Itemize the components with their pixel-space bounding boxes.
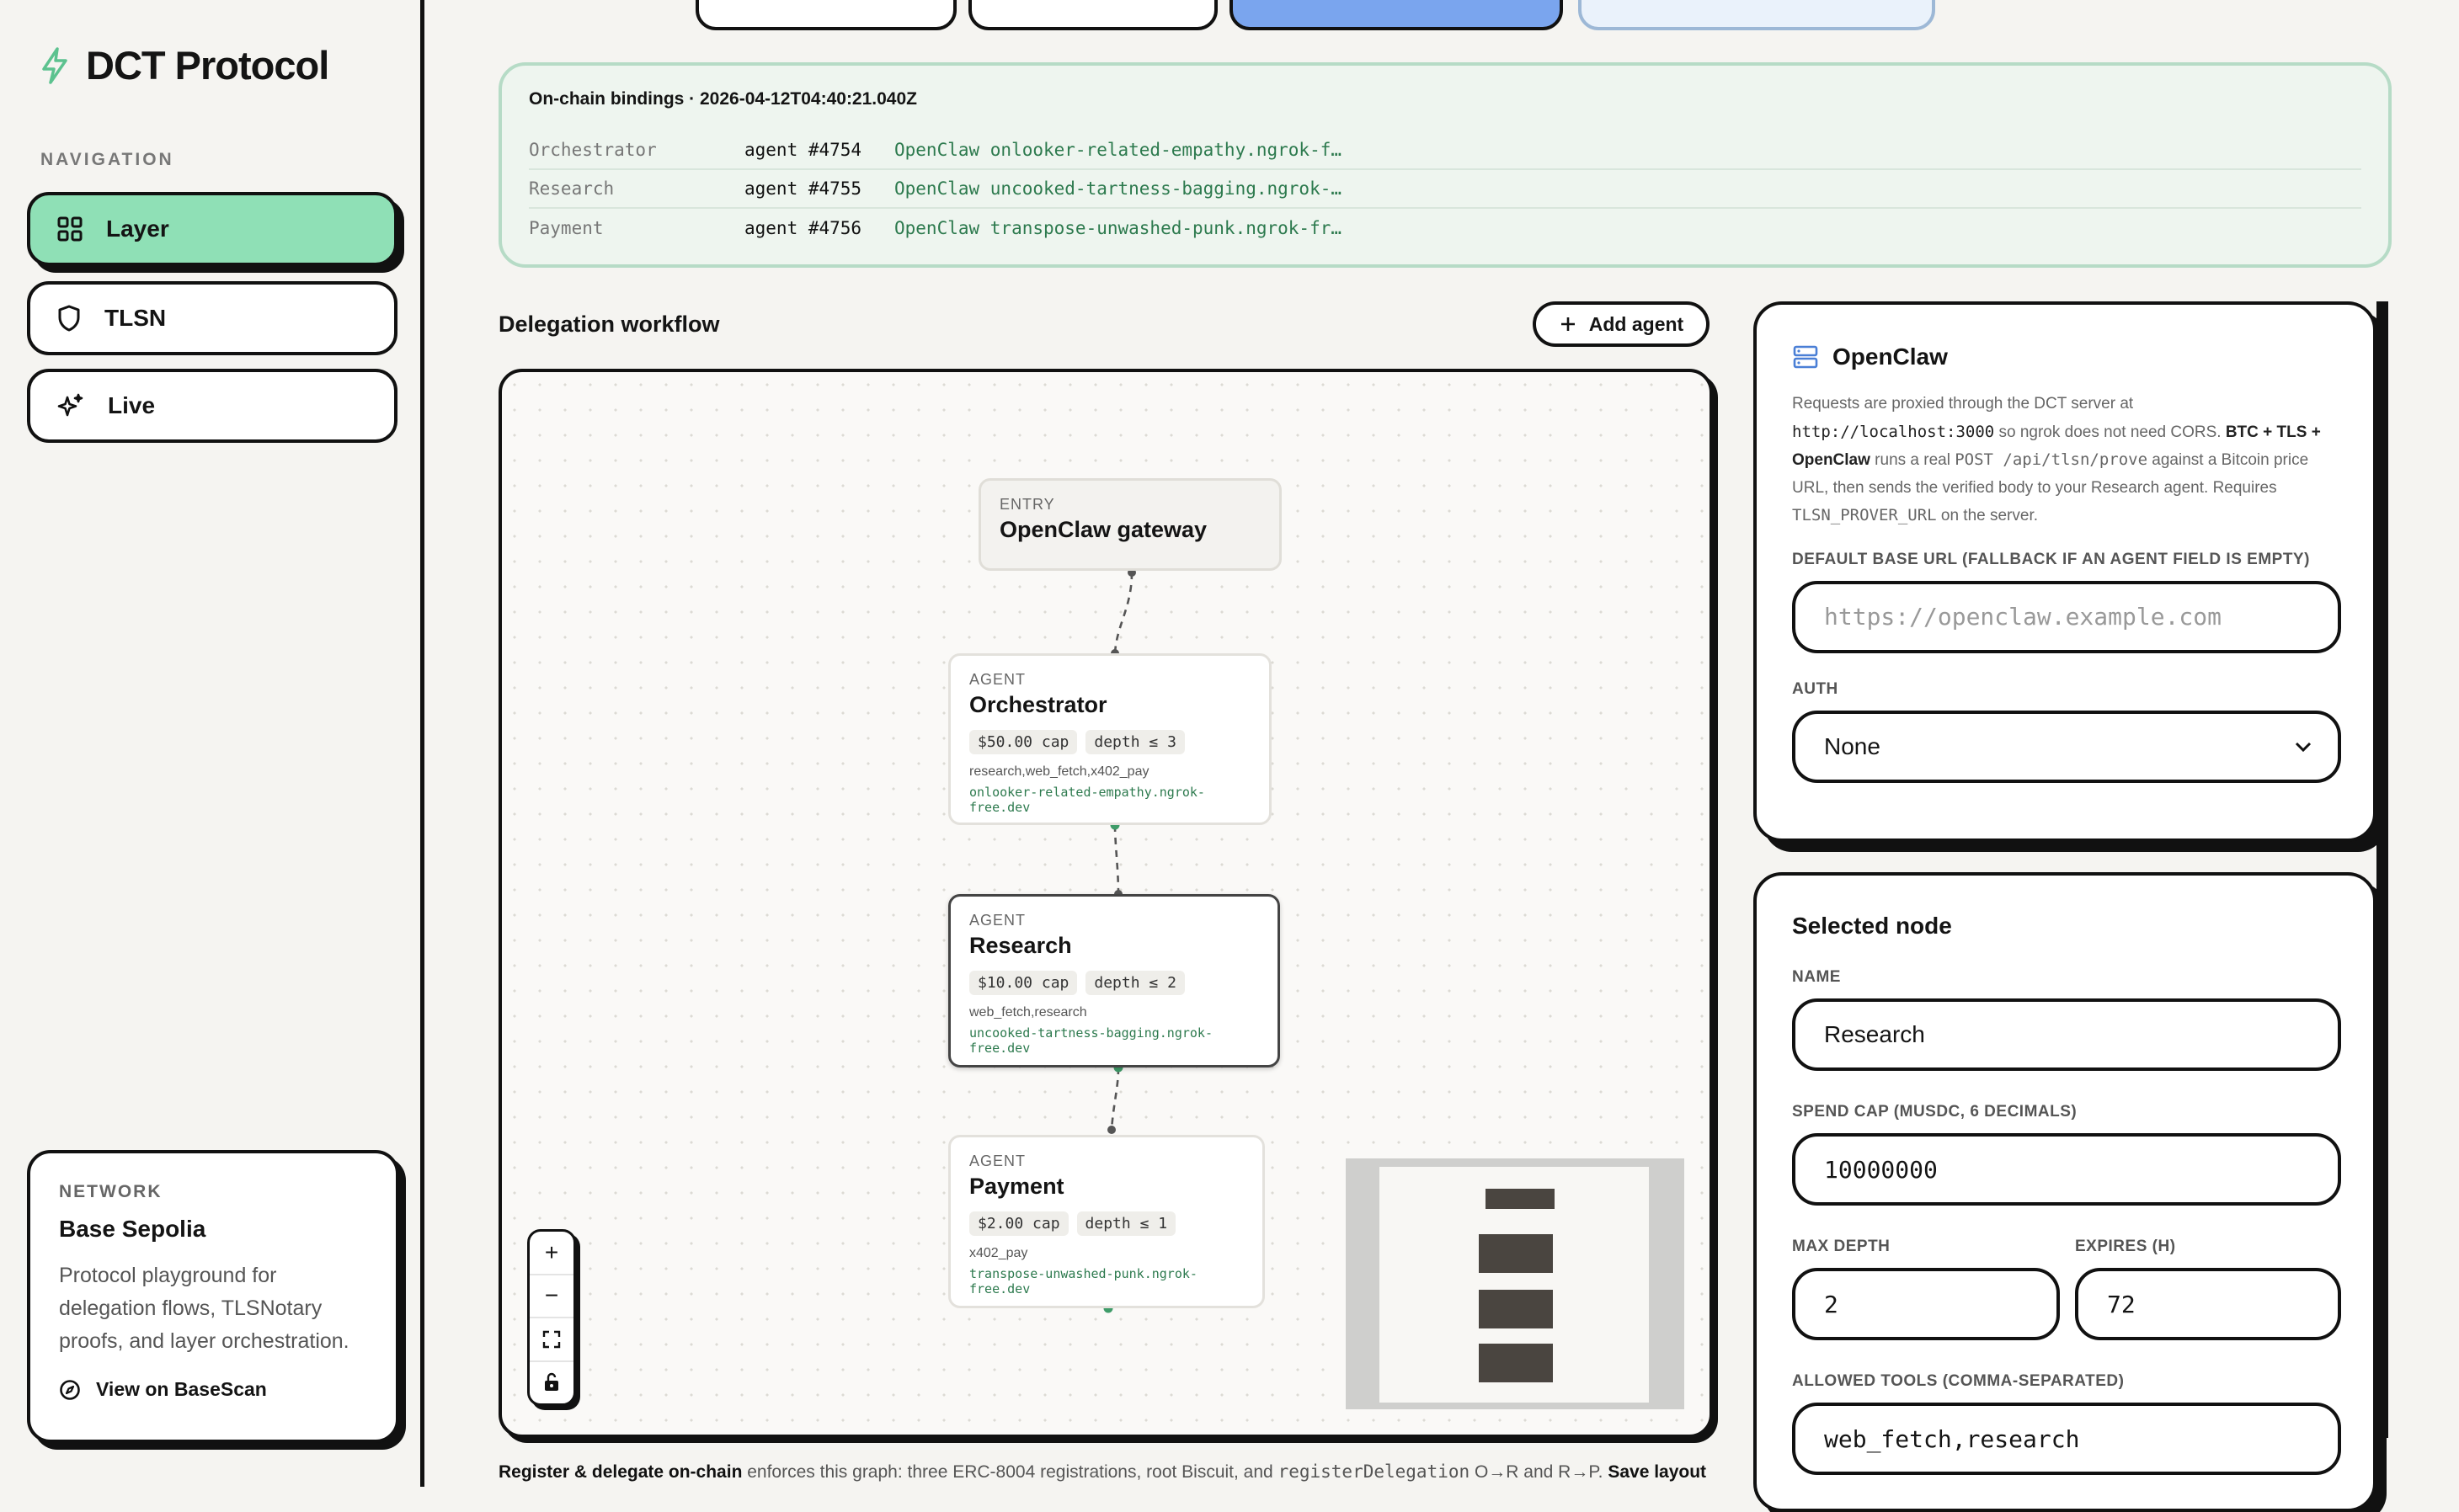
node-tools: web_fetch,research <box>969 1005 1087 1020</box>
minimap-node <box>1486 1189 1555 1209</box>
app-logo[interactable] <box>40 42 328 88</box>
name-label: NAME <box>1792 968 1841 986</box>
openclaw-panel <box>1753 301 2376 842</box>
workflow-footnote <box>499 1461 1706 1483</box>
auth-select[interactable] <box>1792 711 2341 783</box>
allowed-tools-label: ALLOWED TOOLS (COMMA-SEPARATED) <box>1792 1372 2125 1390</box>
agent-node-research[interactable] <box>948 894 1280 1067</box>
lock-button[interactable] <box>530 1362 573 1404</box>
base-url-input[interactable] <box>1792 581 2341 653</box>
base-url-placeholder: https://openclaw.example.com <box>1824 603 2222 631</box>
sparkles-icon <box>57 392 84 419</box>
sidebar-item-label: Layer <box>106 216 169 242</box>
network-label: NETWORK <box>59 1182 163 1201</box>
binding-target: OpenClaw transpose-unwashed-punk.ngrok-fr… <box>894 218 1342 238</box>
agent-node-orchestrator[interactable] <box>948 653 1272 825</box>
desc-text: Requests are proxied through the DCT server at <box>1792 395 2134 413</box>
depth-badge: depth ≤ 1 <box>1077 1211 1176 1236</box>
expires-input[interactable]: 72 <box>2075 1268 2341 1340</box>
workflow-canvas[interactable] <box>499 369 1713 1438</box>
binding-agent: agent #4754 <box>744 140 862 160</box>
binding-row <box>529 170 2361 209</box>
workflow-title: Delegation workflow <box>499 311 720 337</box>
zoom-out-button[interactable]: − <box>530 1275 573 1319</box>
base-url-label: DEFAULT BASE URL (FALLBACK IF AN AGENT FIELD IS EMPTY) <box>1792 550 2310 568</box>
minimap[interactable] <box>1346 1158 1684 1409</box>
binding-role: Orchestrator <box>529 140 657 160</box>
cap-badge: $2.00 cap <box>969 1211 1069 1236</box>
spend-cap-input[interactable]: 10000000 <box>1792 1133 2341 1206</box>
desc-code: POST /api/tlsn/prove <box>1955 450 2148 469</box>
auth-value: None <box>1824 732 1880 759</box>
sidebar-item-layer[interactable] <box>27 192 397 266</box>
node-tools: research,web_fetch,x402_pay <box>969 764 1149 779</box>
minimap-node <box>1479 1290 1553 1328</box>
desc-bold: BTC + TLS + OpenClaw <box>1792 423 2321 469</box>
entry-node-type: ENTRY <box>1000 496 1055 513</box>
max-depth-label: MAX DEPTH <box>1792 1238 1891 1255</box>
sidebar-item-live[interactable] <box>27 369 397 443</box>
shield-icon <box>57 305 81 332</box>
node-type: AGENT <box>969 912 1027 929</box>
nav-heading: NAVIGATION <box>40 150 174 169</box>
fit-view-icon <box>541 1329 562 1350</box>
expires-label: EXPIRES (H) <box>2075 1238 2176 1255</box>
grid-icon <box>57 216 83 242</box>
spend-cap-label: SPEND CAP (MUSDC, 6 DECIMALS) <box>1792 1103 2078 1121</box>
depth-badge: depth ≤ 3 <box>1085 730 1185 754</box>
selected-node-panel <box>1753 872 2376 1512</box>
selected-node-title: Selected node <box>1792 913 1952 939</box>
binding-agent: agent #4755 <box>744 178 862 199</box>
unlock-icon <box>542 1372 561 1392</box>
depth-badge: depth ≤ 2 <box>1085 971 1185 995</box>
fit-view-button[interactable] <box>530 1318 573 1362</box>
basescan-link[interactable] <box>59 1378 367 1401</box>
desc-text: against a Bitcoin price URL, then sends the verified body to your Research agent. Requires <box>1792 451 2309 497</box>
zoom-in-button[interactable]: + <box>530 1232 573 1275</box>
top-tab-1[interactable] <box>696 0 957 30</box>
server-icon <box>1792 343 1819 370</box>
cap-badge: $10.00 cap <box>969 971 1077 995</box>
add-agent-label: Add agent <box>1588 312 1684 335</box>
auth-label: AUTH <box>1792 679 1838 698</box>
top-tab-3[interactable] <box>1230 0 1563 30</box>
bindings-title: On-chain bindings · 2026-04-12T04:40:21.040Z <box>529 89 917 109</box>
desc-text: on the server. <box>1936 507 2038 524</box>
bolt-icon <box>40 47 69 84</box>
network-card <box>27 1150 399 1443</box>
plus-icon <box>1559 315 1577 333</box>
network-name: Base Sepolia <box>59 1216 206 1242</box>
network-description: Protocol playground for delegation flows, TLSNotary proofs, and layer orchestration. <box>59 1264 349 1353</box>
footnote-tail: O→R and R→P. <box>1470 1462 1608 1482</box>
binding-target: OpenClaw onlooker-related-empathy.ngrok-f… <box>894 140 1342 160</box>
sidebar-item-tlsn[interactable] <box>27 281 397 355</box>
onchain-bindings-card <box>499 62 2392 268</box>
top-tab-4[interactable] <box>1578 0 1935 30</box>
binding-role: Research <box>529 178 615 199</box>
chevron-down-icon <box>2294 741 2312 753</box>
node-name: Payment <box>969 1174 1064 1199</box>
node-url: uncooked-tartness-bagging.ngrok-free.dev <box>969 1025 1213 1056</box>
desc-host: http://localhost:3000 <box>1792 422 1995 441</box>
node-name: Orchestrator <box>969 692 1107 717</box>
footnote-lead: Register & delegate on-chain <box>499 1462 743 1482</box>
zoom-controls <box>527 1229 576 1406</box>
footnote-code: registerDelegation <box>1278 1461 1470 1482</box>
binding-row <box>529 209 2361 248</box>
node-url: onlooker-related-empathy.ngrok-free.dev <box>969 785 1205 815</box>
node-url: transpose-unwashed-punk.ngrok-free.dev <box>969 1266 1197 1296</box>
openclaw-title: OpenClaw <box>1832 343 1948 370</box>
desc-text: runs a real <box>1870 451 1955 469</box>
save-layout-link[interactable]: Save layout <box>1608 1462 1707 1482</box>
add-agent-button[interactable] <box>1533 301 1710 347</box>
compass-icon <box>59 1379 81 1401</box>
sidebar-item-label: TLSN <box>104 305 167 331</box>
top-tab-2[interactable] <box>968 0 1218 30</box>
scrollbar[interactable] <box>2376 301 2388 1438</box>
binding-role: Payment <box>529 218 604 238</box>
footnote-mid: enforces this graph: three ERC-8004 registrations, root Biscuit, and <box>742 1462 1278 1482</box>
basescan-link-label: View on BaseScan <box>96 1378 267 1400</box>
entry-node-name: OpenClaw gateway <box>1000 517 1208 542</box>
openclaw-description <box>1792 391 2338 530</box>
node-type: AGENT <box>969 671 1027 688</box>
node-type: AGENT <box>969 1153 1027 1169</box>
entry-node[interactable] <box>979 478 1282 571</box>
allowed-tools-input[interactable]: web_fetch,research <box>1792 1403 2341 1475</box>
minimap-viewport <box>1379 1167 1649 1403</box>
binding-row <box>529 131 2361 170</box>
desc-code: TLSN_PROVER_URL <box>1792 506 1937 524</box>
agent-node-payment[interactable] <box>948 1135 1265 1308</box>
app-name: DCT Protocol <box>86 43 329 88</box>
node-name: Research <box>969 933 1072 958</box>
minimap-node <box>1479 1344 1553 1382</box>
sidebar <box>0 0 424 1487</box>
desc-text: so ngrok does not need CORS. <box>1994 423 2226 441</box>
cap-badge: $50.00 cap <box>969 730 1077 754</box>
sidebar-item-label: Live <box>108 392 156 418</box>
max-depth-input[interactable]: 2 <box>1792 1268 2060 1340</box>
node-tools: x402_pay <box>969 1246 1028 1260</box>
binding-target: OpenClaw uncooked-tartness-bagging.ngrok-… <box>894 178 1342 199</box>
binding-agent: agent #4756 <box>744 218 862 238</box>
minimap-node <box>1479 1234 1553 1273</box>
name-input[interactable]: Research <box>1792 998 2341 1071</box>
